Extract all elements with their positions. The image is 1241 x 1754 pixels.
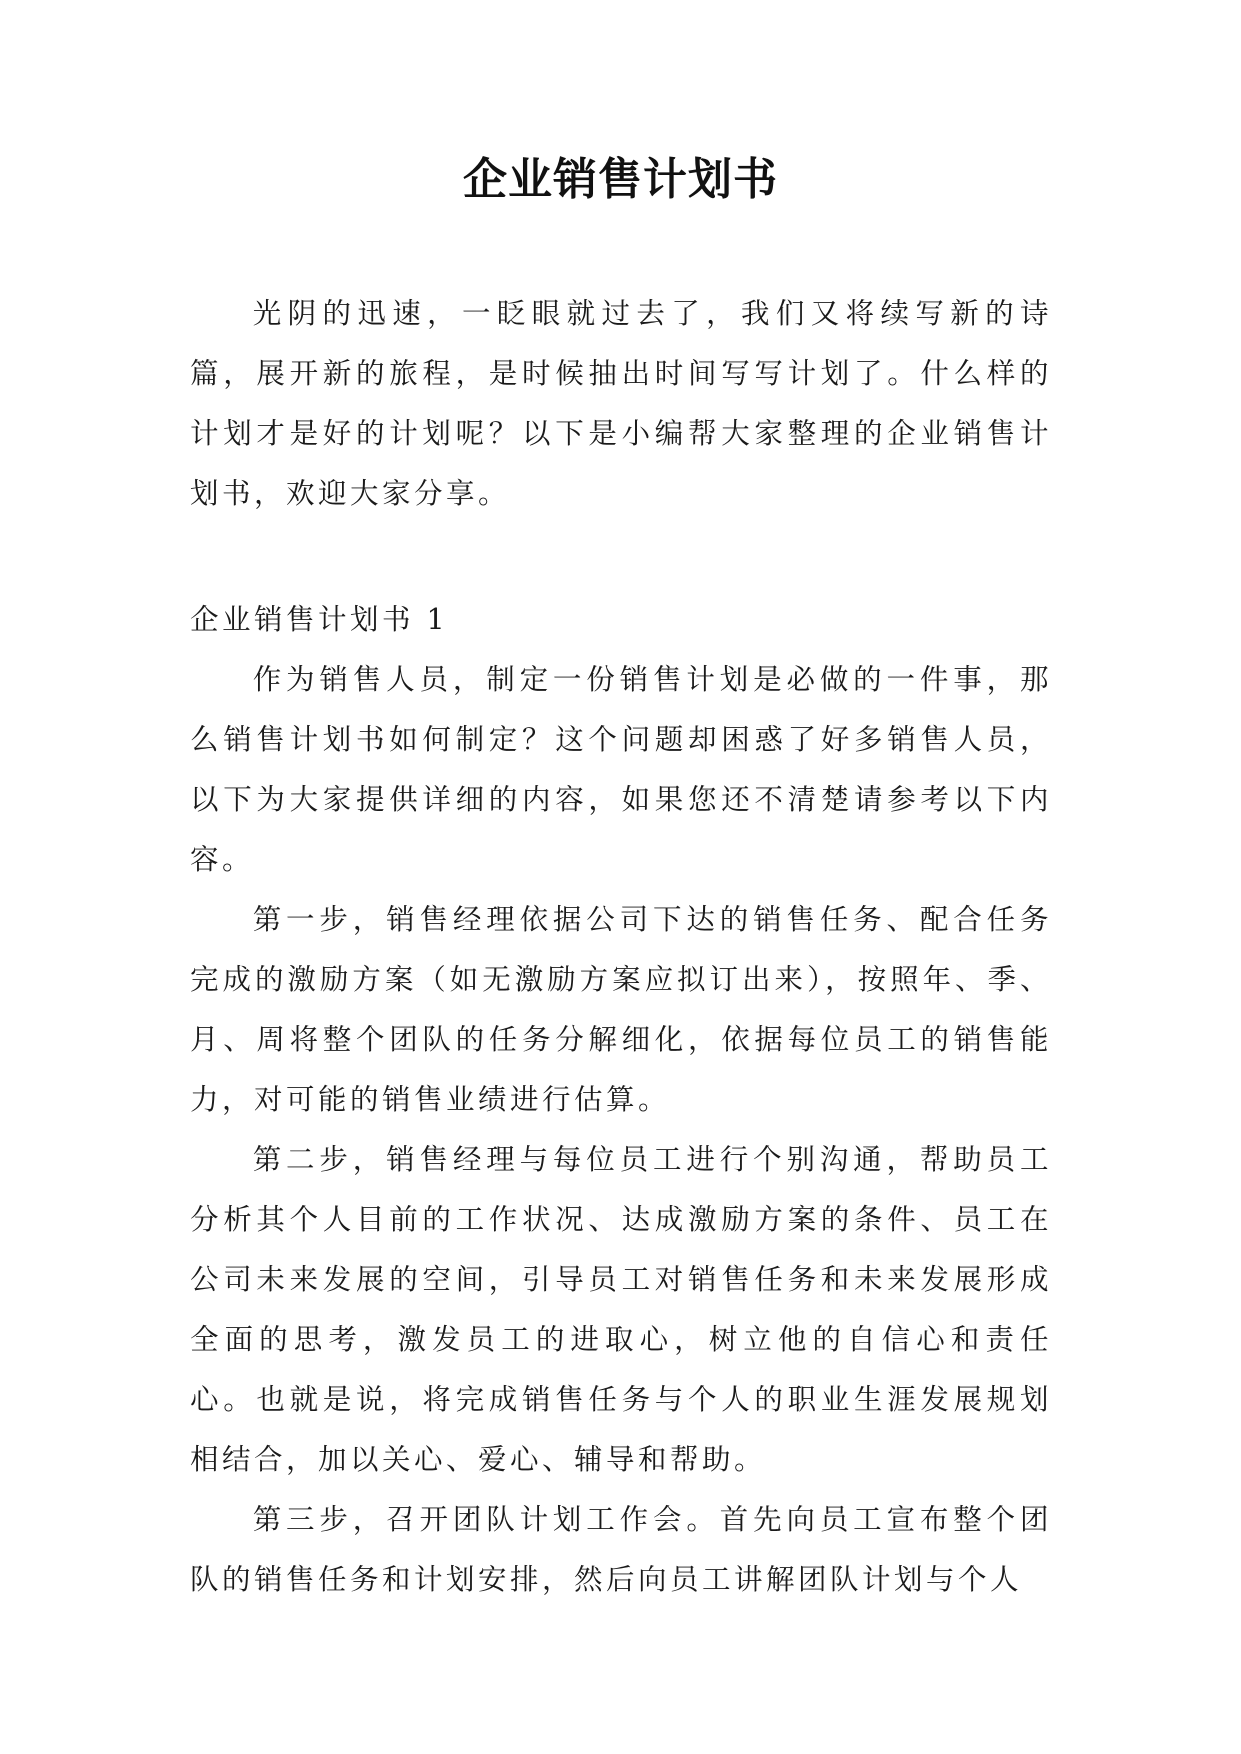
document-body bbox=[190, 284, 1052, 1610]
document-title: 企业销售计划书 bbox=[463, 154, 778, 205]
body-paragraph: 作为销售人员，制定一份销售计划是必做的一件事，那么销售计划书如何制定？这个问题却困惑了好多销售人员，以下为大家提供详细的内容，如果您还不清楚请参考以下内容。 bbox=[190, 663, 1052, 876]
body-paragraph: 第二步，销售经理与每位员工进行个别沟通，帮助员工分析其个人目前的工作状况、达成激励方案的条件、员工在公司未来发展的空间，引导员工对销售任务和未来发展形成全面的思考，激发员工的进取心，树立他的自信心和责任心。也就是说，将完成销售任务与个人的职业生涯发展规划相结合，加以关心、爱心、辅导和帮助。 bbox=[190, 1143, 1052, 1476]
paragraph-spacer bbox=[190, 524, 1052, 590]
intro-paragraph: 光阴的迅速，一眨眼就过去了，我们又将续写新的诗篇，展开新的旅程，是时候抽出时间写写计划了。什么样的计划才是好的计划呢？以下是小编帮大家整理的企业销售计划书，欢迎大家分享。 bbox=[190, 297, 1052, 510]
section-heading: 企业销售计划书 1 bbox=[190, 603, 449, 636]
body-paragraph: 第一步，销售经理依据公司下达的销售任务、配合任务完成的激励方案（如无激励方案应拟订出来），按照年、季、月、周将整个团队的任务分解细化，依据每位员工的销售能力，对可能的销售业绩进行估算。 bbox=[190, 903, 1052, 1116]
body-paragraph: 第三步，召开团队计划工作会。首先向员工宣布整个团队的销售任务和计划安排，然后向员工讲解团队计划与个人 bbox=[190, 1503, 1052, 1596]
